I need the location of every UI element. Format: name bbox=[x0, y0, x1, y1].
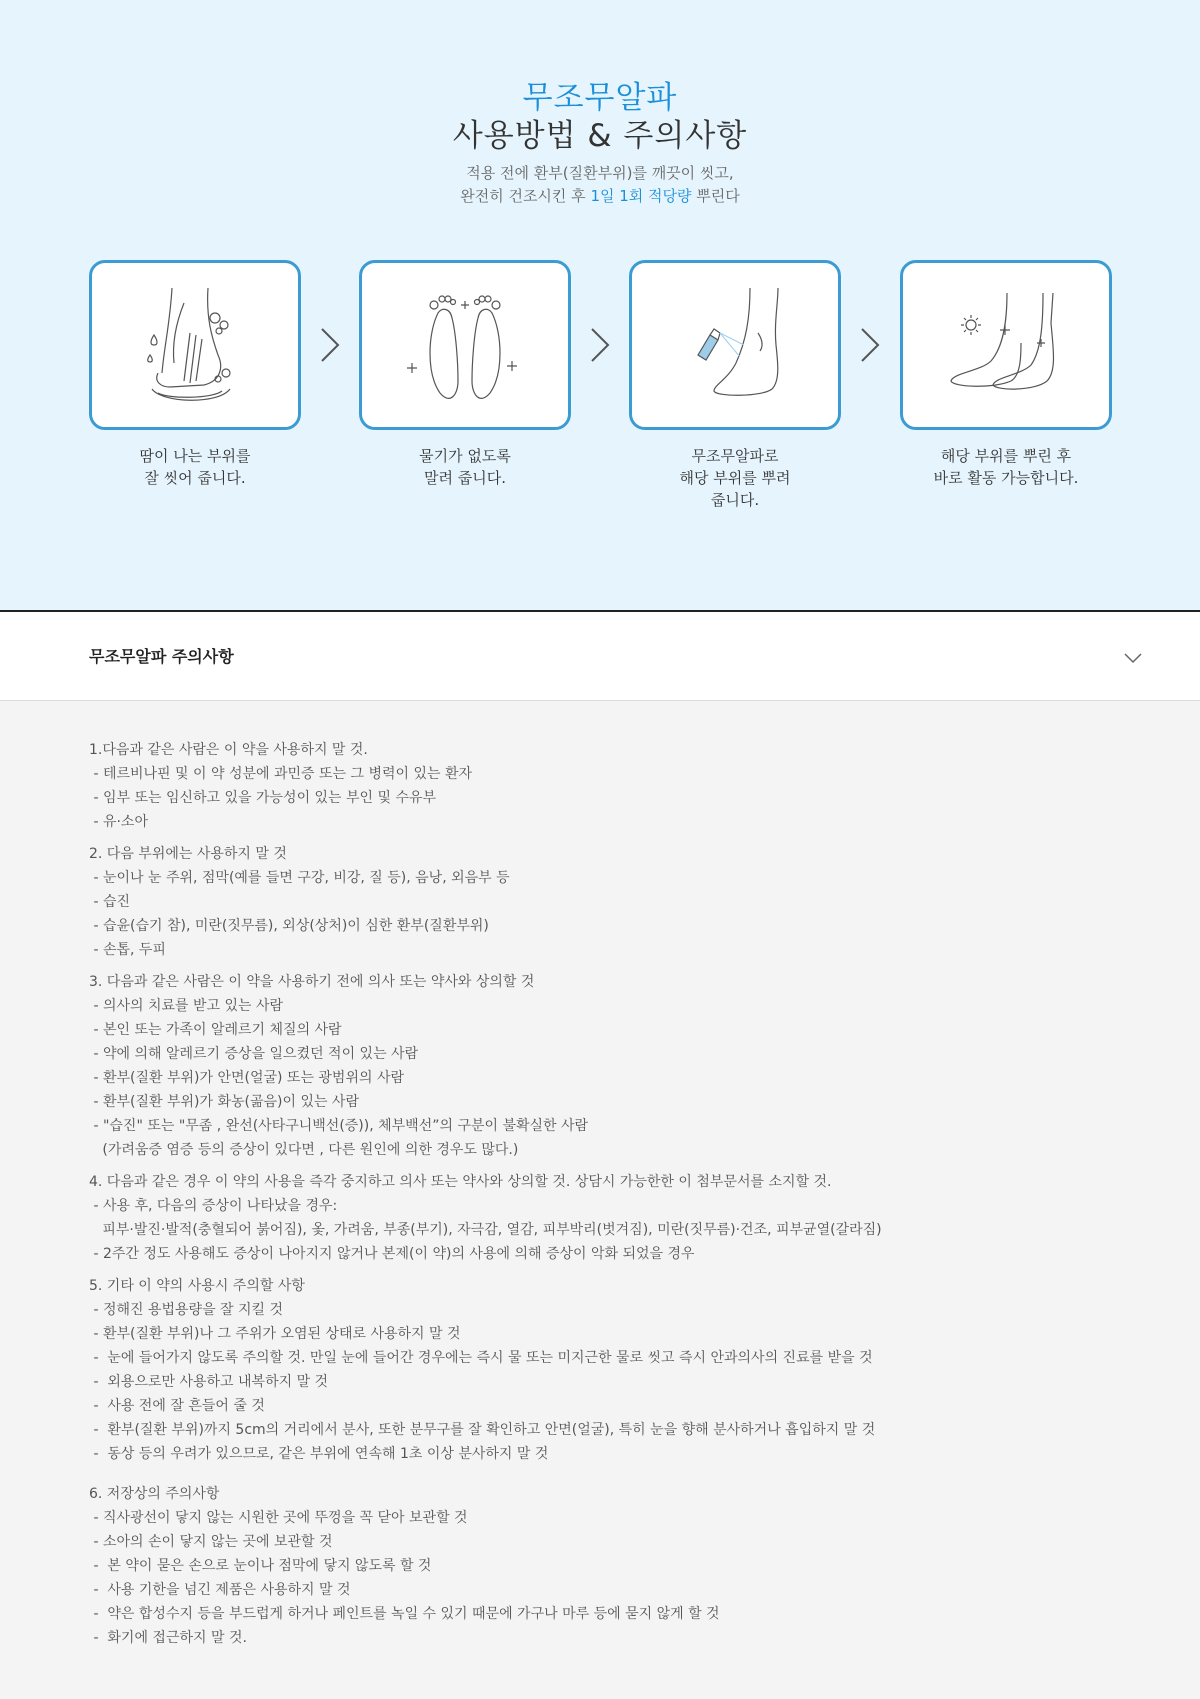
list-item: - 환부(질환 부위)까지 5cm의 거리에서 분사, 또한 분무구를 잘 확인하고 안면(얼굴), 특히 눈을 향해 분사하거나 흡입하지 말 것 bbox=[89, 1422, 876, 1438]
list-item: - 사용 기한을 넘긴 제품은 사용하지 말 것 bbox=[89, 1582, 351, 1598]
list-item: - 2주간 정도 사용해도 증상이 나아지지 않거나 본제(이 약)의 사용에 의해 증상이 악화 되었을 경우 bbox=[89, 1246, 695, 1262]
step-4-image bbox=[900, 260, 1112, 430]
dosage-highlight: 1일 1회 적당량 bbox=[590, 187, 692, 205]
precaution-section-6 bbox=[89, 1482, 1149, 1650]
chevron-right-icon bbox=[858, 325, 882, 365]
list-item: - 손톱, 두피 bbox=[89, 942, 166, 958]
precaution-section-2 bbox=[89, 842, 1149, 962]
brand-title: 무조무알파 bbox=[522, 80, 678, 116]
precaution-section-4 bbox=[89, 1170, 1149, 1266]
step-2-image bbox=[359, 260, 571, 430]
precautions-content bbox=[89, 738, 1149, 1658]
clean-feet-icon bbox=[903, 263, 1109, 427]
precaution-section-3 bbox=[89, 970, 1149, 1162]
list-item: - "습진" 또는 "무좀 , 완선(사타구니백선(증)), 체부백선”의 구분이 불확실한 사람 bbox=[89, 1118, 589, 1134]
desc-line2-pre: 완전히 건조시킨 후 bbox=[460, 187, 591, 205]
step-3-caption bbox=[615, 445, 855, 511]
list-item: - 화기에 접근하지 말 것. bbox=[89, 1630, 247, 1646]
section-heading: 4. 다음과 같은 경우 이 약의 사용을 즉각 중지하고 의사 또는 약사와 상의할 것. 상담시 가능한한 이 첨부문서를 소지할 것. bbox=[89, 1174, 832, 1190]
list-item: - 사용 후, 다음의 증상이 나타났을 경우: bbox=[89, 1198, 338, 1214]
list-item: - 정해진 용법용량을 잘 지킬 것 bbox=[89, 1302, 284, 1318]
usage-description-line1: 적용 전에 환부(질환부위)를 깨끗이 씻고, bbox=[466, 164, 734, 182]
list-item: - 습윤(습기 참), 미란(짓무름), 외상(상처)이 심한 환부(질환부위) bbox=[89, 918, 489, 934]
section-heading: 5. 기타 이 약의 사용시 주의할 사항 bbox=[89, 1278, 305, 1294]
spray-foot-icon bbox=[632, 263, 838, 427]
list-item: - 눈에 들어가지 않도록 주의할 것. 만일 눈에 들어간 경우에는 즉시 물 또는 미지근한 물로 씻고 즉시 안과의사의 진료를 받을 것 bbox=[89, 1350, 873, 1366]
chevron-down-icon[interactable] bbox=[1123, 652, 1143, 664]
precaution-section-1 bbox=[89, 738, 1149, 834]
list-item: (가려움증 염증 등의 증상이 있다면 , 다른 원인에 의한 경우도 많다.) bbox=[89, 1142, 519, 1158]
step-2-line1: 물기가 없도록 bbox=[419, 447, 511, 465]
list-item: - 동상 등의 우려가 있으므로, 같은 부위에 연속해 1초 이상 분사하지 말 것 bbox=[89, 1446, 549, 1462]
list-item: - 환부(질환 부위)가 화농(곪음)이 있는 사람 bbox=[89, 1094, 359, 1110]
chevron-right-icon bbox=[588, 325, 612, 365]
section-heading: 1.다음과 같은 사람은 이 약을 사용하지 말 것. bbox=[89, 742, 368, 758]
list-item: - 소아의 손이 닿지 않는 곳에 보관할 것 bbox=[89, 1534, 333, 1550]
page-title: 사용방법 & 주의사항 bbox=[452, 118, 748, 154]
step-3-line3: 줍니다. bbox=[710, 491, 760, 509]
list-item: - 임부 또는 임신하고 있을 가능성이 있는 부인 및 수유부 bbox=[89, 790, 437, 806]
step-4-caption bbox=[886, 445, 1126, 489]
list-item: - 약은 합성수지 등을 부드럽게 하거나 페인트를 녹일 수 있기 때문에 가구나 마루 등에 묻지 않게 할 것 bbox=[89, 1606, 720, 1622]
list-item: - 유·소아 bbox=[89, 814, 148, 830]
section-heading: 2. 다음 부위에는 사용하지 말 것 bbox=[89, 846, 287, 862]
step-1-line2: 잘 씻어 줍니다. bbox=[144, 469, 246, 487]
list-item: - 환부(질환 부위)나 그 주위가 오염된 상태로 사용하지 말 것 bbox=[89, 1326, 461, 1342]
step-3-image bbox=[629, 260, 841, 430]
step-3-line1: 무조무알파로 bbox=[691, 447, 779, 465]
list-item: - 테르비나핀 및 이 약 성분에 과민증 또는 그 병력이 있는 환자 bbox=[89, 766, 473, 782]
list-item: - 약에 의해 알레르기 증상을 일으켰던 적이 있는 사람 bbox=[89, 1046, 419, 1062]
section-heading: 6. 저장상의 주의사항 bbox=[89, 1486, 220, 1502]
washing-feet-icon bbox=[92, 263, 298, 427]
list-item: - 눈이나 눈 주위, 점막(예를 들면 구강, 비강, 질 등), 음낭, 외음부 등 bbox=[89, 870, 510, 886]
step-2-line2: 말려 줍니다. bbox=[424, 469, 506, 487]
section-heading: 3. 다음과 같은 사람은 이 약을 사용하기 전에 의사 또는 약사와 상의할 것 bbox=[89, 974, 535, 990]
list-item: - 외용으로만 사용하고 내복하지 말 것 bbox=[89, 1374, 329, 1390]
step-1-image bbox=[89, 260, 301, 430]
foot-soles-icon bbox=[362, 263, 568, 427]
usage-description bbox=[0, 162, 1200, 208]
list-item: - 직사광선이 닿지 않는 시원한 곳에 뚜껑을 꼭 닫아 보관할 것 bbox=[89, 1510, 468, 1526]
desc-line2-post: 뿌린다 bbox=[691, 187, 740, 205]
precautions-accordion-header[interactable] bbox=[0, 610, 1200, 701]
usage-description-line2 bbox=[0, 185, 1200, 208]
step-2-caption bbox=[345, 445, 585, 489]
list-item: - 본인 또는 가족이 알레르기 체질의 사람 bbox=[89, 1022, 342, 1038]
accordion-title: 무조무알파 주의사항 bbox=[89, 647, 234, 666]
list-item: 피부·발진·발적(충혈되어 붉어짐), 옻, 가려움, 부종(부기), 자극감, 열감, 피부박리(벗겨짐), 미란(짓무름)·건조, 피부균열(갈라짐) bbox=[89, 1222, 882, 1238]
chevron-right-icon bbox=[318, 325, 342, 365]
step-3-line2: 해당 부위를 뿌려 bbox=[679, 469, 791, 487]
list-item: - 의사의 치료를 받고 있는 사람 bbox=[89, 998, 284, 1014]
list-item: - 습진 bbox=[89, 894, 131, 910]
list-item: - 본 약이 묻은 손으로 눈이나 점막에 닿지 않도록 할 것 bbox=[89, 1558, 432, 1574]
precaution-section-5 bbox=[89, 1274, 1149, 1466]
usage-hero bbox=[0, 0, 1200, 610]
step-1-line1: 땀이 나는 부위를 bbox=[139, 447, 251, 465]
step-1-caption bbox=[75, 445, 315, 489]
step-4-line1: 해당 부위를 뿌린 후 bbox=[940, 447, 1072, 465]
list-item: - 환부(질환 부위)가 안면(얼굴) 또는 광범위의 사람 bbox=[89, 1070, 405, 1086]
list-item: - 사용 전에 잘 흔들어 줄 것 bbox=[89, 1398, 265, 1414]
step-4-line2: 바로 활동 가능합니다. bbox=[933, 469, 1079, 487]
